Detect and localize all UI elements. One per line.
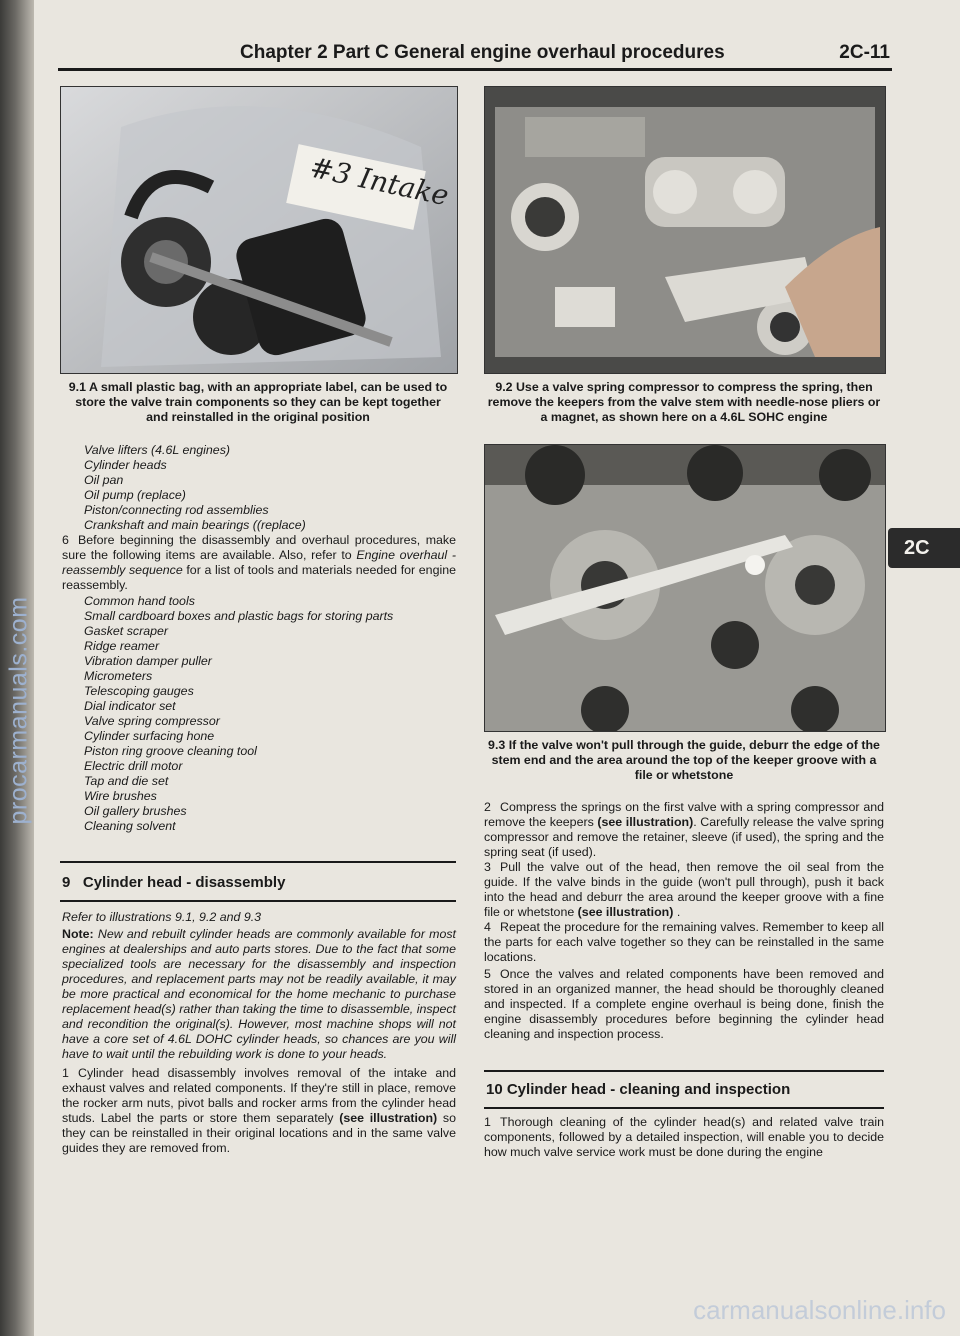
section-9-heading: 9 Cylinder head - disassembly: [62, 874, 286, 891]
paragraph-number: 1: [484, 1115, 491, 1129]
list-item: Telescoping gauges: [84, 684, 194, 698]
list-item: Small cardboard boxes and plastic bags for storing parts: [84, 609, 394, 623]
header-rule: [58, 68, 892, 71]
figure-9-2-caption: 9.2 Use a valve spring compressor to compress the spring, then remove the keepers from the valve stem with needle-nose pliers or a magnet, as shown here on a 4.6L SOHC engine: [487, 380, 881, 424]
paragraph-6: 6 Before beginning the disassembly and overhaul procedures, make sure the following items are available. Also, refer to Engine overhaul - reassembly sequence for a list of tools and materials needed for engine reassembly.: [62, 533, 457, 592]
illustration-ref: (see illustration): [577, 905, 674, 919]
tools-list: [84, 594, 393, 834]
page-number: 2C-11: [839, 42, 890, 63]
paragraph-10-1: 1 Thorough cleaning of the cylinder head(s) and related valve train components, followed by a detailed inspection, will enable you to decide how much valve service work must be done during the engine: [484, 1115, 884, 1159]
note-paragraph: Note: New and rebuilt cylinder heads are commonly available for most engines at dealerships and auto parts stores. Due to the fact that some specialized tools are necessary for the disassembly and inspection procedures, and replacement parts may not be readily available, it may be more practical and economical for the home mechanic to purchase replacement head(s) rather than taking the time to disassemble, inspect and recondition the original(s). However, most machine shops will not have a core set of 4.6L DOHC cylinder heads, so chances are you will have to wait until the rebuilding work is done to your heads.: [62, 927, 457, 1061]
paragraph-2: 2 Compress the springs on the first valve with a spring compressor and remove the keepers (see illustration). Carefully release the valve spring compressor and remove the retainer, sleeve (if used), the spring and the spring seat (if used).: [484, 800, 884, 859]
list-item: Piston/connecting rod assemblies: [84, 503, 269, 517]
list-item: Valve lifters (4.6L engines): [84, 443, 231, 457]
figure-9-1-caption: 9.1 A small plastic bag, with an appropriate label, can be used to store the valve train components so they can be kept together and reinstalled in the original position: [68, 380, 448, 424]
list-item: Vibration damper puller: [84, 654, 212, 668]
paragraph-number: 1: [62, 1066, 69, 1080]
section-9-bottom-rule: [60, 900, 456, 902]
bottom-watermark: carmanualsonline.info: [693, 1295, 946, 1325]
list-item: Oil gallery brushes: [84, 804, 187, 818]
figure-9-3-caption: 9.3 If the valve won't pull through the guide, deburr the edge of the stem end and the area around the top of the keeper groove with a file or whetstone: [488, 738, 880, 782]
illustration-reference: Refer to illustrations 9.1, 9.2 and 9.3: [62, 910, 262, 924]
chapter-side-tab: 2C: [888, 528, 960, 568]
figure-9-1-photo: [60, 86, 458, 374]
list-item: Cylinder heads: [84, 458, 167, 472]
list-item: Dial indicator set: [84, 699, 176, 713]
note-label: Note:: [62, 927, 94, 941]
section-10-bottom-rule: [484, 1107, 884, 1109]
list-item: Piston ring groove cleaning tool: [84, 744, 257, 758]
list-item: Tap and die set: [84, 774, 169, 788]
list-item: Valve spring compressor: [84, 714, 220, 728]
paragraph-number: 2: [484, 800, 491, 814]
list-item: Cleaning solvent: [84, 819, 176, 833]
list-item: Crankshaft and main bearings ((replace): [84, 518, 306, 532]
list-item: Oil pump (replace): [84, 488, 186, 502]
list-item: Common hand tools: [84, 594, 195, 608]
chapter-title: Chapter 2 Part C General engine overhaul procedures: [240, 42, 725, 63]
section-10-top-rule: [484, 1070, 884, 1072]
paragraph-3: 3 Pull the valve out of the head, then remove the oil seal from the guide. If the valve binds in the guide (won't pull through), push it back into the head and deburr the area around the keeper groove with a fine file or whetstone (see illustration) .: [484, 860, 884, 919]
list-item: Micrometers: [84, 669, 153, 683]
illustration-ref: (see illustration): [339, 1111, 438, 1125]
cross-reference: Engine overhaul - reassembly sequence: [62, 548, 457, 577]
list-item: Gasket scraper: [84, 624, 169, 638]
list-item: Ridge reamer: [84, 639, 160, 653]
paragraph-4: 4 Repeat the procedure for the remaining valves. Remember to keep all the parts for each valve together so they can be reinstalled in the same locations.: [484, 920, 884, 964]
paragraph-number: 4: [484, 920, 491, 934]
paragraph-number: 3: [484, 860, 491, 874]
section-10-heading: 10 Cylinder head - cleaning and inspection: [486, 1081, 791, 1098]
parts-list: [84, 443, 306, 533]
side-watermark: procarmanuals.com: [4, 595, 33, 825]
list-item: Cylinder surfacing hone: [84, 729, 215, 743]
section-9-top-rule: [60, 861, 456, 863]
paragraph-number: 6: [62, 533, 69, 547]
list-item: Electric drill motor: [84, 759, 183, 773]
figure-9-3-photo: [484, 444, 886, 732]
bag-label-text: #3 Intake: [307, 150, 452, 213]
paragraph-1: 1 Cylinder head disassembly involves removal of the intake and exhaust valves and related components. If they're still in place, remove the rocker arm nuts, pivot balls and rocker arms from the cylinder head studs. Label the parts or store them separately (see illustration) so they can be reinstalled in their original locations and in the same valve guides they are removed from.: [62, 1066, 456, 1155]
paragraph-5: 5 Once the valves and related components have been removed and stored in an organized manner, the head should be thoroughly cleaned and inspected. If a complete engine overhaul is being done, finish the engine disassembly procedures before beginning the cylinder head cleaning and inspection process.: [484, 967, 884, 1041]
illustration-ref: (see illustration): [597, 815, 694, 829]
list-item: Wire brushes: [84, 789, 157, 803]
figure-9-2-photo: [484, 86, 886, 374]
paragraph-number: 5: [484, 967, 491, 981]
list-item: Oil pan: [84, 473, 124, 487]
